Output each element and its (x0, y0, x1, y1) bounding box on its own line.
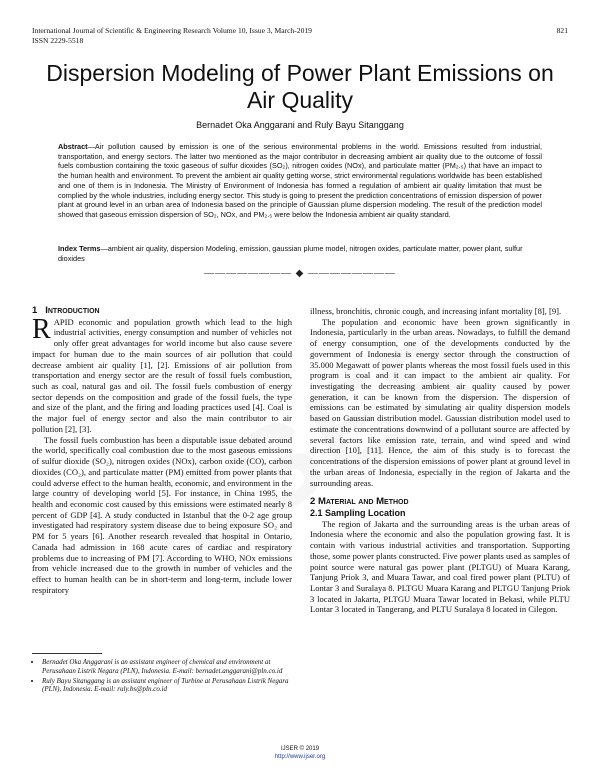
intro-paragraph-1-text: APID economic and population growth which lead to the high industrial activities, energy consumption and number of vehicles not only offer great advantages for world income but also cause severe impact for human due to the main sources of air pollution that could decrease ambient air quality [1], [2]. Emissions of air pollution from transportation and energy sector are the result of fossil fuels combustion, such as coal, natural gas and oil. The fossil fuels combustion of energy sector depends on the composition and grade of the fossil fuels, the type and size of the plant, and the firing and loading practices used [4]. Coal is the major fuel of energy sector and also the main contributor to air pollution [2], [3]. (32, 316, 292, 434)
abstract-text: —Air pollution caused by emission is one of the serious environmental problems in the world. Emissions resulted from industrial, transportation, and energy sectors. The latter two mentioned as the major contributor in decreasing ambient air quality due to the outcome of fossil fuels combustion containing the toxic gaseous of sulfur dioxides (SO₂), nitrogen oxides (NOx), and particulate matter (PM₂.₅) that have an impact to the human health and environment. To prevent the ambient air quality getting worse, strict environmental regulations worldwide has been established and one of them is in Indonesia. The Ministry of Environment of Indonesia has formed a regulation of ambient air quality limitation that must be complied by the whole industries, including energy sector. This study is going to present the prediction concentrations of emission dispersion of power plant at ground level in an urban area of Indonesia based on the principle of Gaussian plume dispersion modeling. The result of the prediction model showed that gaseous emission dispersion of SO₂, NOx, and PM₂.₅ were below the Indonesia ambient air quality standard. (58, 142, 542, 219)
intro-paragraph-4: The population and economic have been grown significantly in Indonesia, particularly in the urban areas. Nowadays, to fulfill the demand of energy consumption, one of the developments conducted by the government of Indonesia is energy sector through the construction of 35.000 Megawatt of power plants whereas the most fossil fuels used in this program is coal and it can impact to the ambient air quality. For investigating the decreasing ambient air quality caused by power generation, it can be known from the dispersion. The dispersion of emissions can be estimated by simulating air quality dispersion models based on Gaussian distribution model. Gaussian distribution model used to estimate the concentrations downwind of a pollutant source are affected by several factors like emission rate, terrain, and wind speed and wind direction [10], [11]. Hence, the aim of this study is to forecast the concentrations of the dispersion emissions of power plant at ground level in the urban areas of Indonesia, especially in the region of Jakarta and the surrounding areas. (310, 316, 570, 488)
index-terms-label: Index Terms (58, 244, 101, 253)
section-divider: ———————— ◆ ———————— (204, 268, 396, 279)
intro-paragraph-1 (32, 313, 292, 435)
paper-authors: Bernadet Oka Anggarani and Ruly Bayu Sitanggang (196, 120, 404, 130)
intro-paragraph-2: The fossil fuels combustion has been a disputable issue debated around the world, specifically coal combustion due to the most gaseous emissions of sulfur dioxide (SO₂), nitrogen oxides (NOx), carbon oxide (CO), carbon dioxides (CO₂), and particulate matter (PM) emitted from power plants that could adverse effect to the human health, economic, and environment in the large country of developing world [5]. For instance, in China 1995, the health and economic cost caused by this emissions were estimated nearly 8 percent of GDP [4]. A study conducted in Istanbul that the 0-2 age group investigated had respiratory system disease due to being exposure SO₂ and PM for 5 years [6]. Another research revealed that hospital in Ontario, Canada had admission in 168 acute cares of cardiac and respiratory problems due to increasing of PM [7]. According to WHO, NOx emissions from vehicle increased due to the growth in number of vehicles and the effect to human health can be in short-term and long-term, include lower respiratory (32, 434, 292, 595)
footnotes (32, 658, 290, 695)
section-1-number: 1 (32, 305, 38, 316)
section-1-heading (32, 306, 292, 317)
page-number: 821 (556, 26, 568, 35)
section-2-number: 2 (310, 496, 316, 508)
abstract (58, 142, 542, 220)
index-terms-text: —ambient air quality, dispersion Modeling, emission, gaussian plume model, nitrogen oxides, particulate matter, power plant, sulfur dioxides (58, 244, 523, 263)
left-column (32, 306, 292, 595)
section-1-title: Introduction (45, 305, 100, 316)
journal-header: International Journal of Scientific & Engineering Research Volume 10, Issue 3, March-2019 (32, 26, 312, 35)
subsection-2-1-number: 2.1 (310, 507, 323, 518)
subsection-2-1-heading (310, 508, 570, 519)
footnote-1: • Bernadet Oka Anggarani is an assistant engineer of chemical and environment at Perusahaan Listrik Negara (PLN), Indonesia. E-mail: bernadet.anggarani@pln.co.id (42, 658, 290, 676)
right-column (310, 306, 570, 615)
abstract-label: Abstract (58, 142, 88, 151)
method-paragraph-1: The region of Jakarta and the surrounding areas is the urban areas of Indonesia where the economic and also the population growing fast. It is contain with various industrial activities and transportation. Supporting those, some power plants constructed. Five power plants used as samples of point source were natural gas power plant (PLTGU) of Muara Karang, Tanjung Priok 3, and Muara Tawar, and coal fired power plant (PLTU) of Lontar 3 and Suralaya 8. PLTGU Muara Karang and PLTGU Tanjung Priok 3 located in Jakarta, PLTGU Muara Tawar located in Bekasi, while PLTU Lontar 3 located in Tangerang, and PLTU Suralaya 8 located in Cilegon. (310, 518, 570, 615)
footnote-rule (32, 653, 102, 654)
section-2-title: Material and Method (317, 496, 409, 508)
drop-cap: R (32, 313, 51, 345)
section-2-heading (310, 497, 570, 508)
index-terms (58, 244, 542, 263)
intro-paragraph-3: illness, bronchitis, chronic cough, and increasing infant mortality [8], [9]. (310, 306, 562, 316)
footnote-2: • Ruly Bayu Sitanggang is an assistant engineer of Turbine at Perusahaan Listrik Negara (PLN), Indonesia. E-mail: ruly.bs@pln.co.id (42, 677, 290, 695)
footer-link[interactable]: http://www.ijser.org (274, 754, 326, 760)
paper-title: Dispersion Modeling of Power Plant Emissions on Air Quality (46, 60, 554, 113)
issn-header: ISSN 2229-5518 (32, 36, 84, 45)
subsection-2-1-title: Sampling Location (325, 507, 406, 518)
footer-copyright: IJSER © 2019 (280, 746, 320, 752)
